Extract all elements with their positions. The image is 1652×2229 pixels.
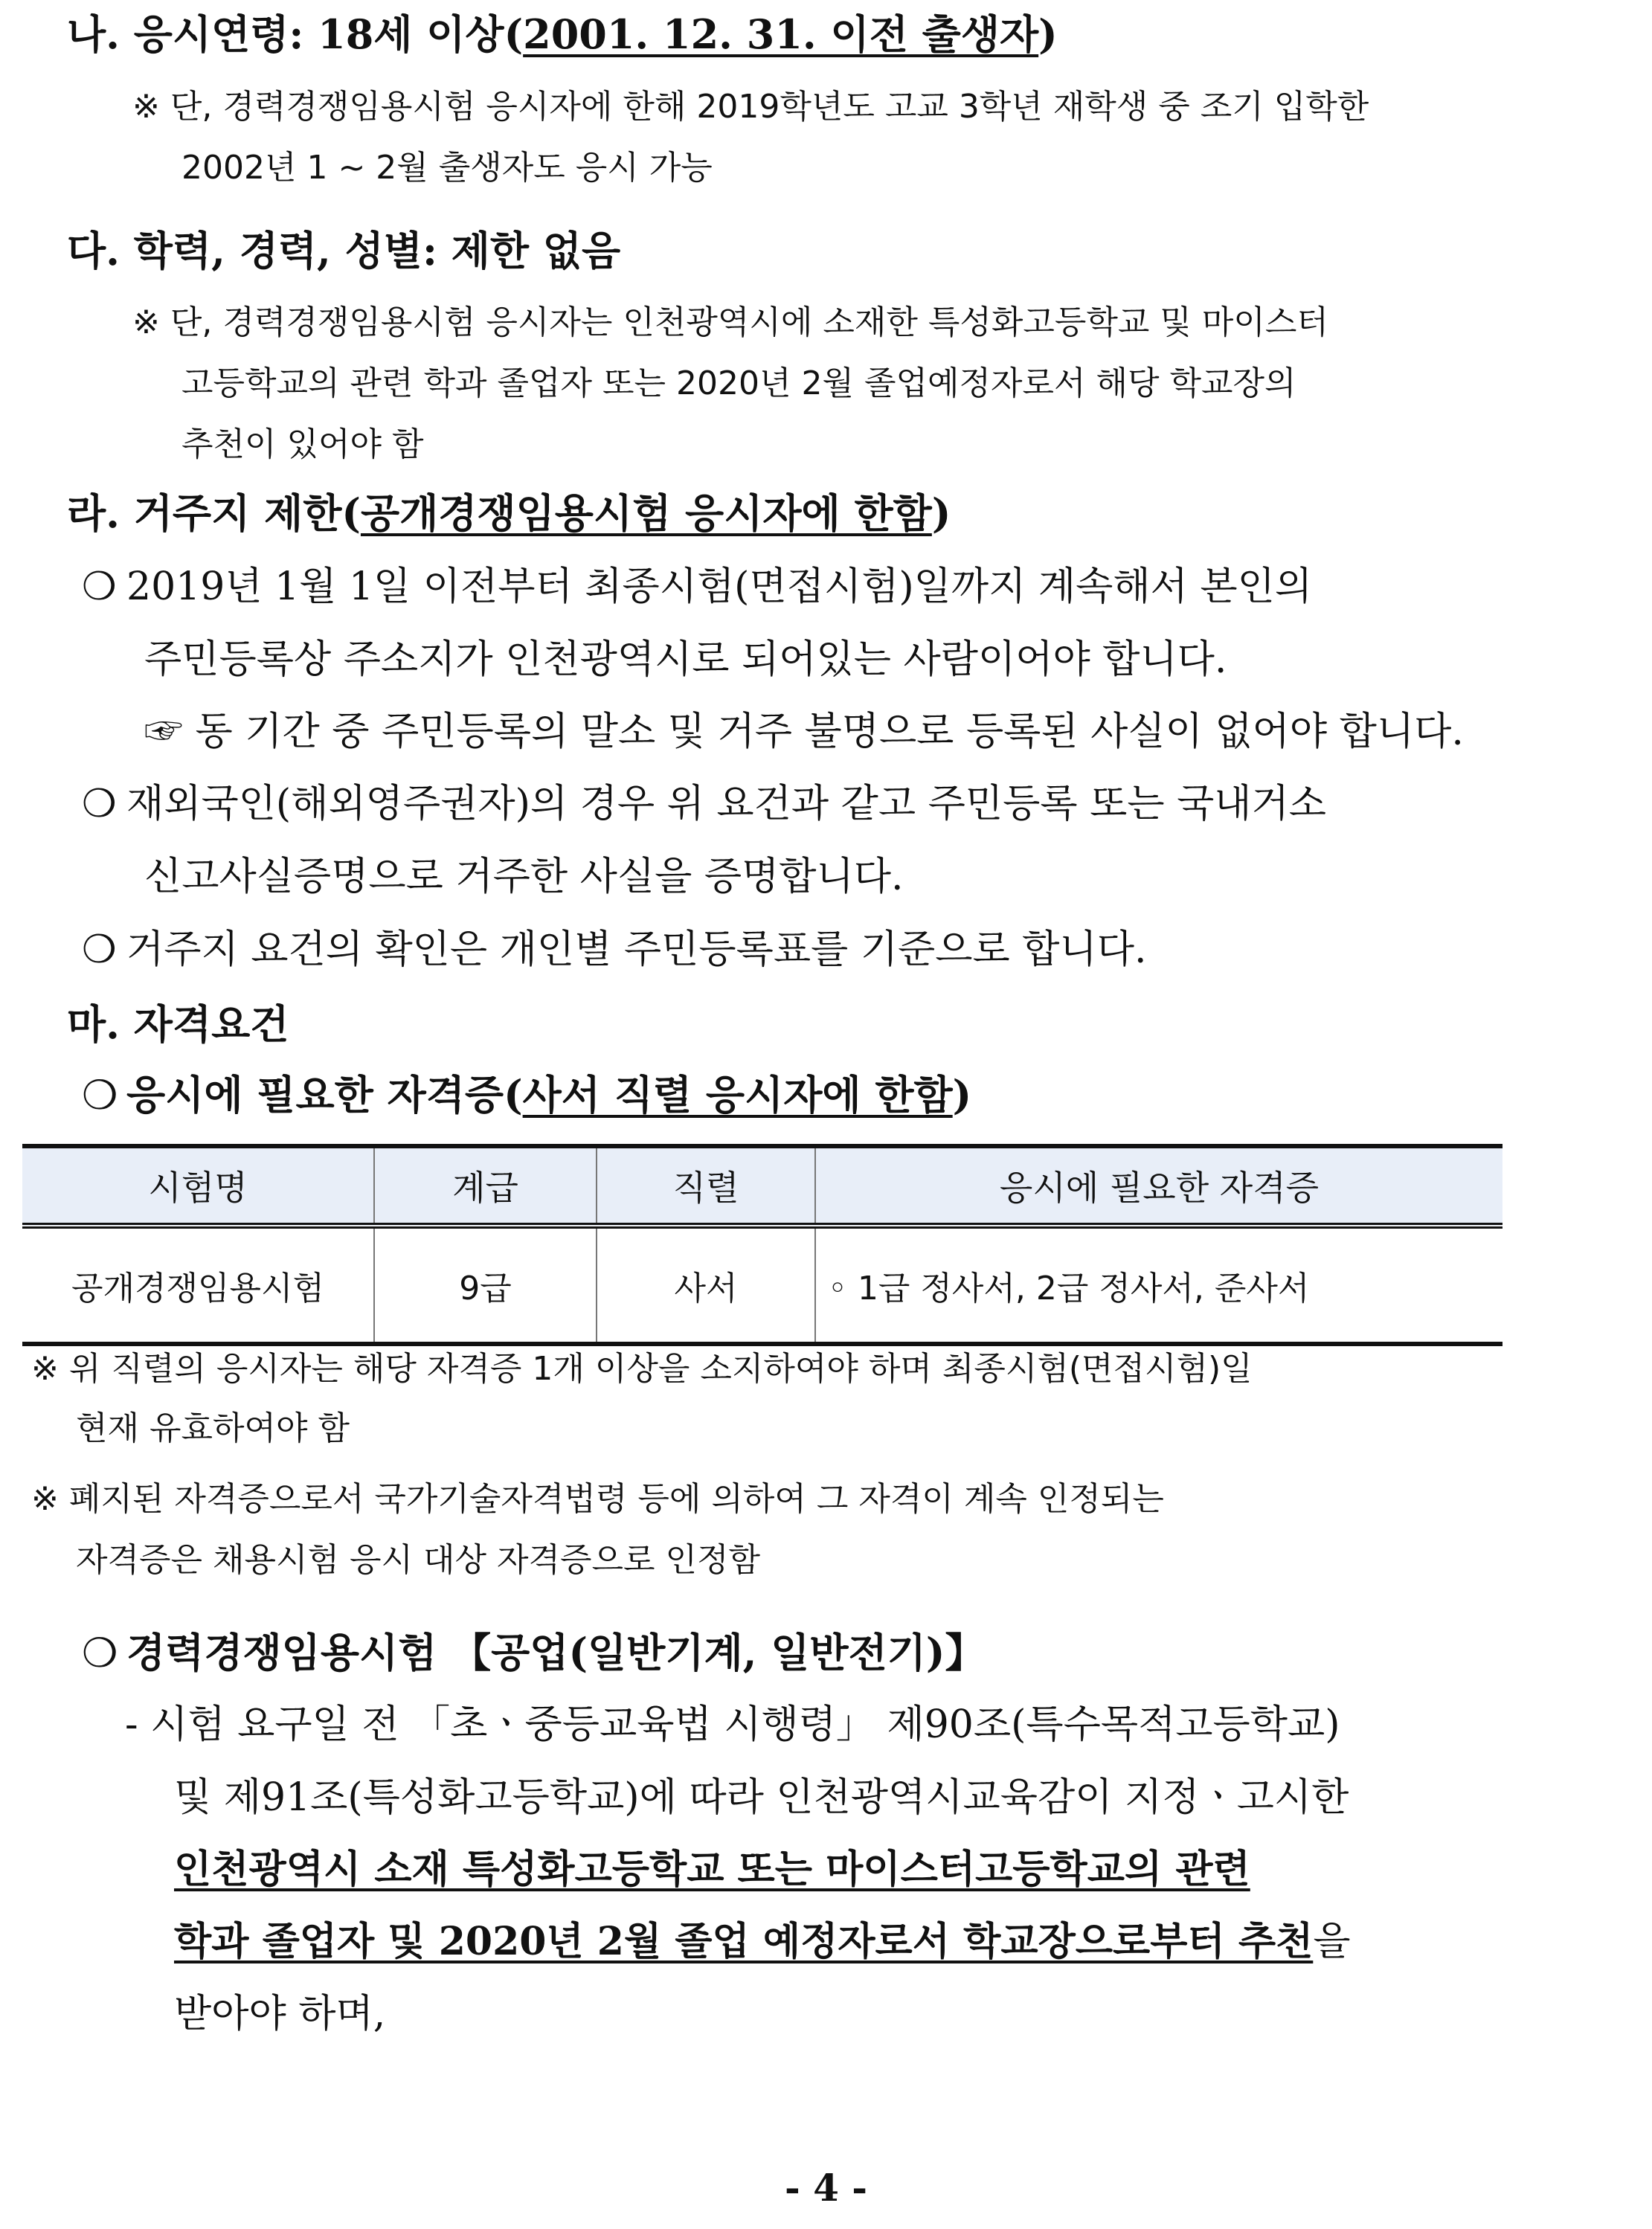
section-ma-note2-line2: 자격증은 채용시험 응시 대상 자격증으로 인정함 xyxy=(76,1541,761,1579)
section-ra-item2-line1: ❍ 재외국인(해외영주권자)의 경우 위 요건과 같고 주민등록 또는 국내거소 xyxy=(82,782,1327,826)
career-line2: 및 제91조(특성화고등학교)에 따라 인천광역시교육감이 지정ㆍ고시한 xyxy=(174,1775,1349,1820)
section-ma-note2-line1: ※ 폐지된 자격증으로서 국가기술자격법령 등에 의하여 그 자격이 계속 인정되는 xyxy=(31,1480,1164,1518)
table-row xyxy=(22,1226,1502,1344)
table-header-cell: 응시에 필요한 자격증 xyxy=(815,1146,1502,1226)
section-ma-title: 마. 자격요건 xyxy=(67,1000,289,1048)
table-cell: 9급 xyxy=(374,1226,597,1344)
page-number: - 4 - xyxy=(784,2166,868,2210)
table-header-cell: 계급 xyxy=(374,1146,597,1226)
table-header-row xyxy=(22,1146,1502,1226)
circle-bullet-icon: ❍ xyxy=(82,1072,118,1119)
section-ra-item3: ❍ 거주지 요건의 확인은 개인별 주민등록표를 기준으로 합니다. xyxy=(82,927,1147,972)
section-na-note-line2: 2002년 1 ~ 2월 출생자도 응시 가능 xyxy=(181,149,713,187)
section-na-note-line1: ※ 단, 경력경쟁임용시험 응시자에 한해 2019학년도 고교 3학년 재학생 중 조기 입학한 xyxy=(132,88,1369,126)
table-header-cell: 직렬 xyxy=(597,1146,815,1226)
career-line3: 인천광역시 소재 특성화고등학교 또는 마이스터고등학교의 관련 xyxy=(174,1847,1250,1892)
circle-bullet-icon: ❍ xyxy=(82,1630,118,1676)
section-ma-subtitle: ❍ 응시에 필요한 자격증(사서 직렬 응시자에 한함) xyxy=(82,1071,972,1119)
circle-bullet-icon: ❍ xyxy=(82,927,117,972)
section-na-title: 나. 응시연령: 18세 이상(2001. 12. 31. 이전 출생자) xyxy=(67,10,1058,58)
section-ma-note1-line2: 현재 유효하여야 함 xyxy=(76,1409,350,1447)
table-cell: 사서 xyxy=(597,1226,815,1344)
table-header-cell: 시험명 xyxy=(22,1146,374,1226)
career-line1: - 시험 요구일 전 「초ㆍ중등교육법 시행령」 제90조(특수목적고등학교) xyxy=(125,1702,1340,1747)
table-cell: ◦ 1급 정사서, 2급 정사서, 준사서 xyxy=(815,1226,1502,1344)
circle-bullet-icon: ❍ xyxy=(82,565,117,609)
section-da-note-line2: 고등학교의 관련 학과 졸업자 또는 2020년 2월 졸업예정자로서 해당 학교장의 xyxy=(181,364,1296,402)
section-ra-title: 라. 거주지 제한(공개경쟁임용시험 응시자에 한함) xyxy=(67,489,951,537)
circle-bullet-icon: ❍ xyxy=(82,782,117,826)
section-ra-item1-line1: ❍ 2019년 1월 1일 이전부터 최종시험(면접시험)일까지 계속해서 본인의 xyxy=(82,565,1313,609)
qualification-table xyxy=(22,1144,1502,1346)
section-ra-item1-line2: 주민등록상 주소지가 인천광역시로 되어있는 사람이어야 합니다. xyxy=(144,637,1227,682)
table-cell: 공개경쟁임용시험 xyxy=(22,1226,374,1344)
career-line5: 받아야 하며, xyxy=(174,1992,386,2036)
career-exam-title: ❍ 경력경쟁임용시험 【공업(일반기계, 일반전기)】 xyxy=(82,1629,986,1676)
career-line4: 학과 졸업자 및 2020년 2월 졸업 예정자로서 학교장으로부터 추천을 xyxy=(174,1919,1351,1964)
section-da-note-line3: 추천이 있어야 함 xyxy=(181,425,424,463)
section-ra-item2-line2: 신고사실증명으로 거주한 사실을 증명합니다. xyxy=(144,855,904,899)
section-ra-item1-note: ☞ 동 기간 중 주민등록의 말소 및 거주 불명으로 등록된 사실이 없어야 합니다. xyxy=(144,710,1464,754)
section-da-title: 다. 학력, 경력, 성별: 제한 없음 xyxy=(67,227,621,274)
section-da-note-line1: ※ 단, 경력경쟁임용시험 응시자는 인천광역시에 소재한 특성화고등학교 및 마이스터 xyxy=(132,303,1328,341)
section-ma-note1-line1: ※ 위 직렬의 응시자는 해당 자격증 1개 이상을 소지하여야 하며 최종시험(면접시험)일 xyxy=(31,1350,1253,1388)
